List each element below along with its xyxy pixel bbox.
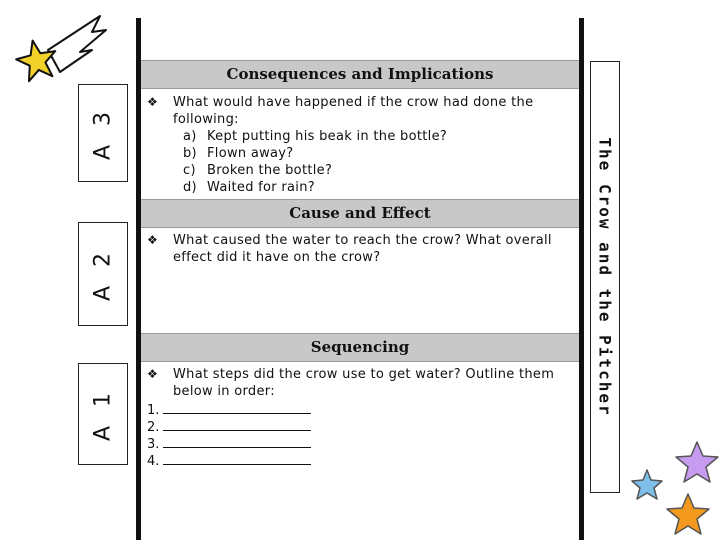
bullet-icon: ❖ [147,367,159,381]
left-divider-line [136,18,141,540]
option-a: a) Kept putting his beak in the bottle? [183,129,448,144]
step-2: 2. [147,417,311,436]
side-label-a3: A 3 [90,105,116,161]
side-label-box-a2 [78,222,128,326]
right-divider-line [579,18,584,540]
side-label-box-a3 [78,84,128,182]
bullet-icon: ❖ [147,233,159,247]
question-text-a2: What caused the water to reach the crow? What overall effect did it have on the crow? [173,233,552,265]
side-title: The Crow and the Pitcher [595,137,615,417]
section-heading-a2: Cause and Effect [141,199,579,228]
option-d: d) Waited for rain? [183,180,315,195]
answer-blank-2[interactable] [163,417,311,431]
step-3: 3. [147,434,311,453]
section-heading-a1: Sequencing [141,333,579,362]
answer-blank-1[interactable] [163,400,311,414]
bullet-icon: ❖ [147,95,159,109]
question-text-a3: What would have happened if the crow had done the following: [173,95,534,127]
side-label-a1: A 1 [90,386,116,442]
side-label-box-a1 [78,363,128,465]
answer-blank-4[interactable] [163,451,311,465]
orange-star-icon [665,492,711,536]
option-c: c) Broken the bottle? [183,163,333,178]
step-1: 1. [147,400,311,419]
answer-blank-3[interactable] [163,434,311,448]
side-label-a2: A 2 [90,246,116,302]
section-heading-a3: Consequences and Implications [141,60,579,89]
question-a3 [147,94,557,196]
shooting-star-icon [8,10,108,90]
option-b: b) Flown away? [183,146,294,161]
purple-star-icon [674,440,720,484]
question-a1 [147,366,557,400]
blue-star-icon [629,468,665,502]
question-text-a1: What steps did the crow use to get water? Outline them below in order: [173,367,555,399]
step-4: 4. [147,451,311,470]
question-a2 [147,232,557,266]
side-title-box [590,61,620,493]
